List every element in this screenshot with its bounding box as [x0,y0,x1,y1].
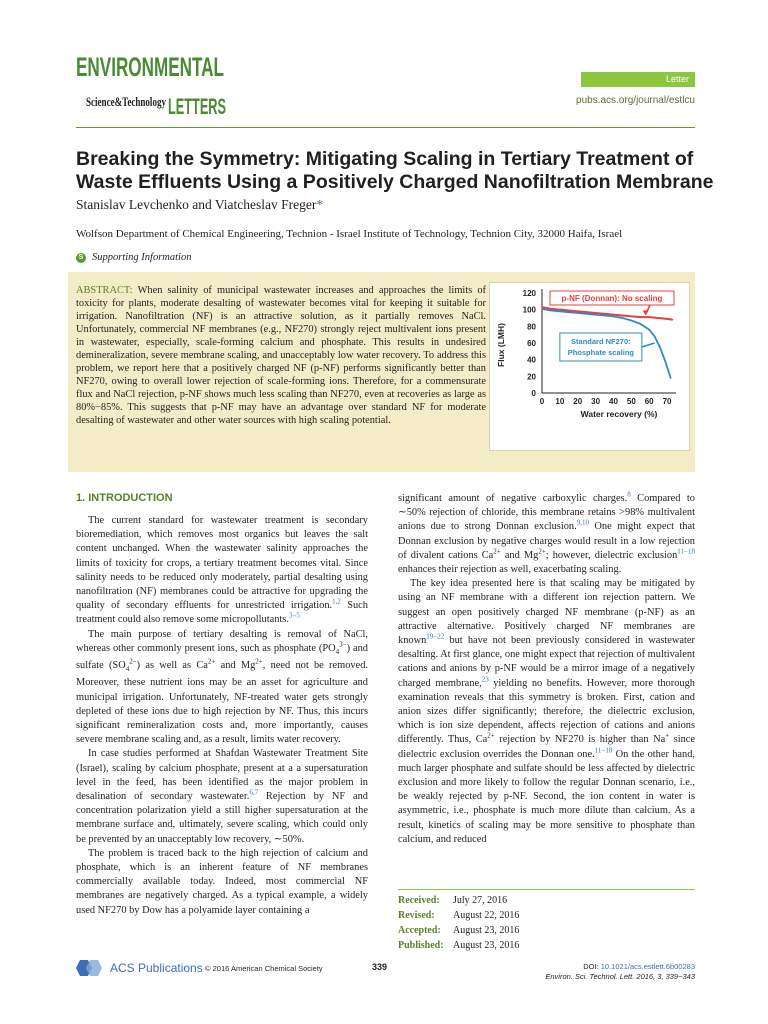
series-point-1 [631,316,633,318]
series-point-1 [613,314,615,316]
series-point-2 [541,308,543,310]
supporting-info-label: Supporting Information [92,252,192,263]
series-point-2 [559,311,561,313]
series-line-1 [542,307,672,320]
publication-dates [398,893,695,953]
acs-publications-logo[interactable] [76,958,203,978]
logo-line1: ENVIRONMENTAL [76,52,224,82]
series-point-2 [550,310,552,312]
logo-line2a: Science&Technology [86,94,167,109]
author-names: Stanislav Levchenko and Viatcheslav Freger [76,197,317,212]
series-point-1 [559,309,561,311]
journal-logo [76,40,226,132]
page-number: 339 [372,962,388,972]
flux-chart [490,283,689,450]
series-point-1 [639,316,641,318]
paragraph-1: The current standard for wastewater treatment is secondary bioremediation, which removes most organics but leaves the salt content unchanged. When the wastewater salinity approaches the limits of toxicity for crops, a tertiary treatment becomes vital. Since salinity needs to be reduced only moderately, partial desalting using nanofiltration (NF) membranes could be attractive for upgrading the quality of secondary effluents for unrestricted irrigation.$^{1,2}$ Such treatment could also remove some micropollutants.$^{3-5}$ [76,515,368,626]
y-tick-label: 100 [522,305,536,315]
series-point-1 [657,317,659,319]
right-column [398,492,695,847]
acs-hexagon-icon [76,958,106,978]
series-point-2 [659,346,661,348]
toc-graphic [489,282,690,451]
x-tick-label: 10 [555,397,565,406]
series-point-1 [586,311,588,313]
doi-link[interactable]: 10.1021/acs.estlett.6b00283 [600,962,695,971]
journal-url[interactable]: pubs.acs.org/journal/estlcu [576,95,695,106]
y-tick-label: 120 [522,289,536,298]
citation: Environ. Sci. Technol. Lett. 2016, 3, 339−343 [545,972,695,981]
article-title: Breaking the Symmetry: Mitigating Scaling in Tertiary Treatment of Waste Effluents Using a Positively Charged Nanofiltration Membrane [76,148,714,193]
series-point-2 [613,316,615,318]
y-tick-label: 80 [527,322,536,332]
annotation-label-1: p-NF (Donnan): No scaling [561,294,663,303]
series-point-1 [568,310,570,312]
x-tick-label: 70 [662,397,672,406]
paragraph-3: In case studies performed at Shafdan Wastewater Treatment Site (Israel), scaling by calcium phosphate, present at a a supersaturation level in the feed, has been identified as the major problem in desalination of secondary wastewater.$^{6,7}$ Rejection by NF and concentration polarization yield a still higher supersaturation at the membrane surface and, ultimately, severe scaling, which could only be prevented by an unacceptably low recovery, ∼50%. [76,748,368,845]
x-tick-label: 30 [591,397,601,406]
y-tick-label: 0 [531,389,536,398]
y-tick-label: 40 [527,355,536,365]
abstract-label: ABSTRACT: [76,285,133,296]
annotation-arrowhead-1 [643,310,649,315]
x-tick-label: 0 [539,397,545,406]
date-revised: Revised: August 22, 2016 [398,910,520,921]
affiliation: Wolfson Department of Chemical Engineering, Technion - Israel Institute of Technology, Technion City, 32000 Haifa, Israel [76,228,623,240]
copyright: © 2016 American Chemical Society [205,964,323,973]
publisher-name: ACS Publications [110,961,203,975]
series-point-1 [666,318,668,320]
date-accepted: Accepted: August 23, 2016 [398,925,520,936]
series-point-2 [604,315,606,317]
left-column [76,514,368,918]
series-point-1 [672,319,674,321]
header-divider [76,127,695,128]
annotation-arrow-2 [642,343,655,347]
y-axis-label: Flux (LMH) [496,323,506,367]
series-point-1 [622,315,624,317]
series-point-2 [654,336,656,338]
series-point-1 [604,313,606,315]
annotation-label-2a: Standard NF270: [571,337,631,346]
paragraph-4: The problem is traced back to the high rejection of calcium and phosphate, which is an inherent feature of NF membranes commercially available today. Indeed, most commercial NF membranes are negatively charged. As a typical example, a widely used NF270 by Dow has a polyamide layer containing a [76,847,368,916]
annotation-label-2b: Phosphate scaling [567,348,635,357]
series-point-2 [577,312,579,314]
paragraph-6: The key idea presented here is that scaling may be mitigated by using an NF membrane with a different ion rejection pattern. We suggest an open positively charged NF membrane (p-NF) as an attractive alternative. Positively charged NF membranes are known$^{19-22}$ but have not been previously considered in wastewater desalting. At first glance, one might expect that rejection of multivalent cations and anions by p-NF would be a mirror image of a negatively charged membrane,$^{23}$ yielding no benefits. However, more thorough examination reveals that this symmetry is broken. First, cation and anion sizes differ significantly; therefore, the dielectric exclusion, which is ion size dependent, affects rejection of cations and anions differently. Thus, $Ca^{2+}$ rejection by NF270 is higher than Na+ since dielectric exclusion overrides the Donnan one.$^{11-18}$ On the other hand, much larger phosphate and sulfate should be less affected by dielectric exclusion and more likely to follow the regular Donnan scenario, i.e., be weakly rejected by p-NF. Second, the ion content in water is asymmetric, i.e., phosphate is much more dilute than calcium. As a result, kinetics of scaling may be more sensitive to phosphate than calcium, and reduced [398,578,696,845]
series-point-2 [664,361,666,363]
abstract-text: When salinity of municipal wastewater increases and approaches the limits of toxicity for plants, moderate desalting of wastewater becomes vital for keeping it suitable for irrigation. Nanofiltration (NF) is an attractive solution, as it partially removes NaCl. Unfortunately, commercial NF membranes (e.g., NF270) strongly reject multivalent ions present in wastewater, especially, scale-forming calcium and phosphate. This results in undesired demineralization, severe membrane scaling, and unacceptably low water recovery. To address this problem, we report here that a positively charged NF (p-NF) performs significantly better than NF270, owing to overall lower rejection of scale-forming ions. Therefore, for a commensurate flux and NaCl rejection, p-NF shows much less scaling than NF270, even at recoveries as large as 80%−85%. This suggests that p-NF may have an advantage over standard NF for moderate desalting of wastewater and other water sources with high scaling potential. [76,285,486,427]
abstract [76,284,486,428]
logo-line2b: LETTERS [168,94,226,119]
doi-citation: DOI: 10.1021/acs.estlett.6b00283 Environ. Sci. Technol. Lett. 2016, 3, 339−343 [500,962,695,982]
section-heading: 1. INTRODUCTION [76,492,173,504]
series-point-2 [622,317,624,319]
authors [76,197,323,213]
series-point-1 [577,311,579,313]
paragraph-5: significant amount of negative carboxylic charges.$^8$ Compared to ∼50% rejection of chloride, this membrane retains >98% multivalent anions due to strong Donnan exclusion.$^{9,10}$ One might expect that Donnan exclusion by negative charges would result in a low rejection of divalent cations $Ca^{2+}$ and $Mg^{2+}$; however, dielectric exclusion$^{11-18}$ enhances their rejection as well, exacerbating scaling. [398,490,695,576]
series-point-2 [631,320,633,322]
x-tick-label: 20 [573,397,583,406]
y-tick-label: 20 [527,372,536,382]
x-axis-label: Water recovery (%) [580,409,658,419]
y-tick-label: 60 [527,339,536,348]
date-received: Received: July 27, 2016 [398,895,508,906]
corresponding-author-mark[interactable]: * [316,197,324,212]
series-point-1 [550,308,552,310]
supporting-information-link[interactable] [76,252,191,263]
article-type-tag: Letter [581,72,695,87]
series-point-1 [595,312,597,314]
x-tick-label: 50 [626,397,636,406]
series-point-2 [639,323,641,325]
series-point-2 [648,329,650,331]
supporting-info-icon: S [76,253,86,263]
series-point-1 [648,316,650,318]
series-point-2 [586,313,588,315]
dates-divider [398,889,695,890]
x-tick-label: 40 [609,397,618,406]
series-point-2 [568,311,570,313]
series-point-2 [670,377,672,379]
series-point-1 [541,306,543,308]
x-tick-label: 60 [644,397,654,406]
date-published: Published: August 23, 2016 [398,940,520,951]
paragraph-2: The main purpose of tertiary desalting is removal of NaCl, whereas other commonly present ions, such as phosphate $(PO_4^{3-})$ and sulfate $(SO_4^{2-})$ as well as $Ca^{2+}$ and $Mg^{2+}$, need not be removed. Moreover, these nutrient ions may be an asset for agriculture and municipal irrigation. Unfortunately, NF-treated water gets strongly depleted of these ions due to high rejection by NF. Thus, this incurs significant remineralization costs and, more importantly, causes severe membrane scaling and, as a result, limits water recovery. [76,628,368,746]
series-point-2 [595,314,597,316]
